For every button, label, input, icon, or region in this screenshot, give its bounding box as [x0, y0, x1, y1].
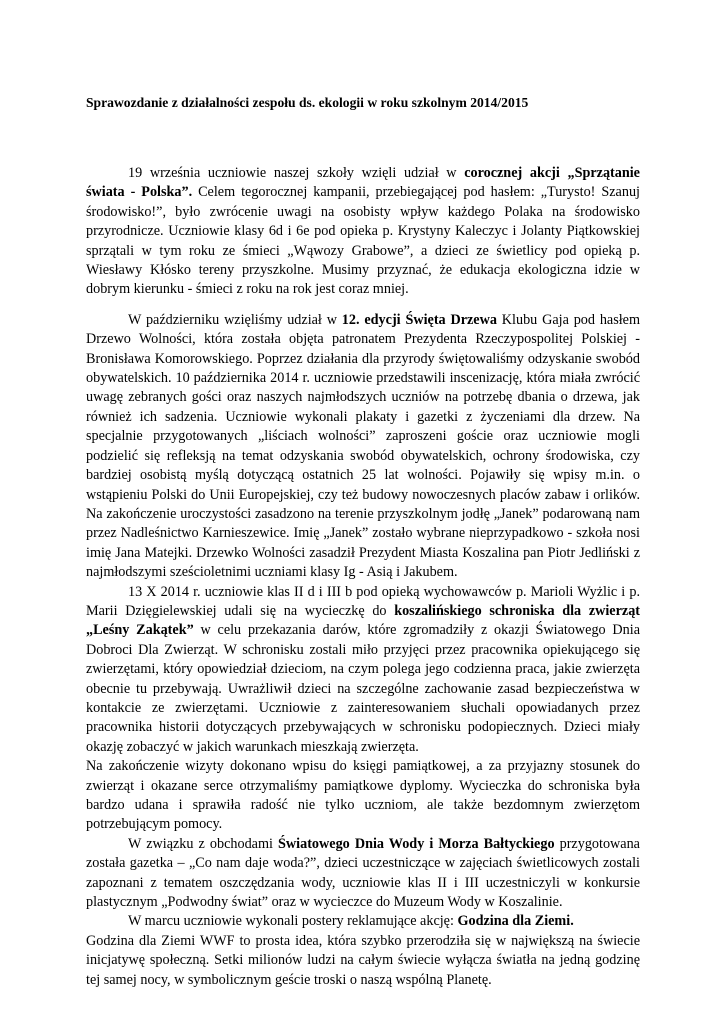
bold-cleanup-action: corocznej akcji „Sprzątanie świata - Polska”. [86, 165, 640, 201]
document-title: Sprawozdanie z działalności zespołu ds. ekologii w roku szkolnym 2014/2015 [86, 95, 529, 110]
paragraph-visit-end: Na zakończenie wizyty dokonano wpisu do księgi pamiątkowej, a za przyjazny stosunek do zwierząt i okazane serce otrzymaliśmy pamiątkowe dyplomy. Wycieczka do schroniska była bardzo udana i sprawiła radość nie tylko uczniom, ale także bezdomnym zwierzętom potrzebującym pomocy. [86, 758, 640, 833]
bold-animal-shelter: koszalińskiego schroniska dla zwierząt „Leśny Zakątek” [86, 602, 641, 639]
paragraph-water-day: W związku z obchodami Światowego Dnia Wody i Morza Bałtyckiego przygotowana została gazetka – „Co nam daje woda?”, dzieci uczestniczące w zajęciach świetlicowych zostali zapoznani z tematem oszczędzania wody, uczniowie klas II i III uczestniczyli w konkursie plastycznym „Podwodny świat” oraz w wycieczce do Muzeum Wody w Koszalinie. [86, 835, 640, 911]
bold-water-day: Światowego Dnia Wody i Morza Bałtyckiego [278, 835, 555, 852]
paragraph-earth-hour-description: Godzina dla Ziemi WWF to prosta idea, która szybko przerodziła się w największą na świecie inicjatywę społeczną. Setki milionów ludzi na całym świecie wyłącza światła na jedną godzinę tej samej nocy, w symbolicznym geście troski o naszą wspólną Planetę. [86, 932, 640, 988]
document-page [86, 80, 640, 990]
bold-tree-day: 12. edycji Święta Drzewa [341, 311, 497, 328]
paragraph-animal-shelter: 13 X 2014 r. uczniowie klas II d i III b pod opieką wychowawców p. Marioli Wyżlic i p. Marii Dzięgielewskiej udali się na wycieczkę do koszalińskiego schroniska dla zwierząt „Leśny Zakątek” w celu przekazania darów, które zgromadziły z okazji Światowego Dnia Dobroci Dla Zwierząt. W schronisku zostali miło przyjęci przez pracownika opiekującego się zwierzętami, który opowiedział dzieciom, na czym polega jego codzienna praca, jakie zwierzęta obecnie tu przebywają. Uwrażliwił dzieci na szczególne zachowanie zasad bezpieczeństwa w kontakcie ze zwierzętami. Uczniowie z zainteresowaniem słuchali opowiadanych przez pracownika historii dotyczących przebywających w schronisku podopiecznych. Dzieci miały okazję zobaczyć w jakich warunkach mieszkają zwierzęta. [86, 583, 641, 755]
paragraph-cleanup-campaign: 19 września uczniowie naszej szkoły wzięli udział w corocznej akcji „Sprzątanie świata - Polska”. Celem tegorocznej kampanii, przebiegającej pod hasłem: „Turysto! Szanuj środowisko!”, było zwrócenie uwagi na osobisty wpływ każdego Polaka na środowisko przyrodnicze. Uczniowie klasy 6d i 6e pod opieka p. Krystyny Kaleczyc i Jolanty Piątkowskiej sprzątali w tym roku ze śmieci „Wąwozy Grabowe”, a dzieci ze świetlicy pod opieką p. Wiesławy Kłósko tereny przyszkolne. Musimy przyznać, że edukacja ekologiczna idzie w dobrym kierunku - śmieci z roku na rok jest coraz mniej. [86, 165, 640, 298]
paragraph-tree-day: W październiku wzięliśmy udział w 12. edycji Święta Drzewa Klubu Gaja pod hasłem Drzewo Wolności, która została objęta patronatem Prezydenta Rzeczypospolitej Polskiej - Bronisława Komorowskiego. Poprzez działania dla przyrody świętowaliśmy odzyskanie swobód obywatelskich. 10 października 2014 r. uczniowie przedstawili inscenizację, która miała zwrócić uwagę zebranych gości oraz naszych najmłodszych uczniów na potrzebę dbania o drzewa, jak również ich sadzenia. Uczniowie wykonali plakaty i gazetki z życzeniami dla drzew. Na specjalnie przygotowanych „liściach wolności” zaproszeni goście oraz uczniowie mogli podzielić się refleksją na temat odzyskania swobód obywatelskich, ochrony środowiska, czy bardziej osobistą myślą dotyczącą ostatnich 25 lat wolności. Pojawiły się wpisy m.in. o wstąpieniu Polski do Unii Europejskiej, czy też budowy nowoczesnych placów zabaw i orlików. Na zakończenie uroczystości zasadzono na terenie przyszkolnym jodłę „Janek” podarowaną nam przez Nadleśnictwo Karnieszewice. Imię „Janek” zostało wybrane nieprzypadkowo - szkoła nosi imię Jana Matejki. Drzewko Wolności zasadził Prezydent Miasta Koszalina pan Piotr Jedliński z najmłodszymi sześcioletnimi uczniami klasy Ig - Asią i Jakubem. [86, 311, 640, 581]
paragraph-earth-hour-posters: W marcu uczniowie wykonali postery reklamujące akcję: Godzina dla Ziemi. [128, 913, 574, 930]
bold-earth-hour: Godzina dla Ziemi. [457, 913, 574, 930]
